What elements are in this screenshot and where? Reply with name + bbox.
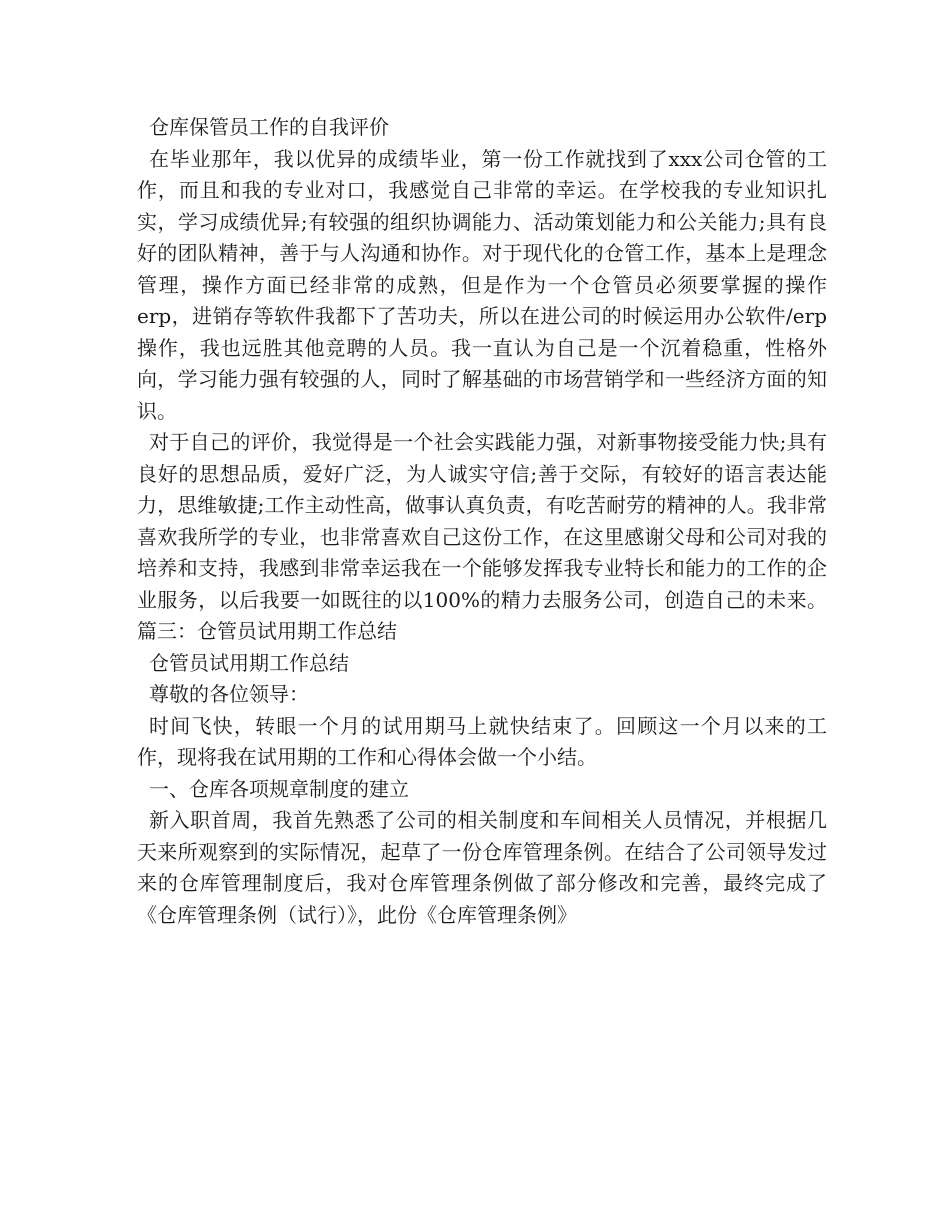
salutation-paragraph: 尊敬的各位领导： (149, 682, 309, 706)
section-heading-paragraph: 一、仓库各项规章制度的建立 (149, 776, 409, 801)
body-paragraph: 对于自己的评价，我觉得是一个社会实践能力强，对新事物接受能力快;具有良好的思想品质，爱好广泛，为人诚实守信;善于交际，有较好的语言表达能力，思维敏捷;工作主动性高，做事认真负责，有吃苦耐劳的精神的人。我非常喜欢我所学的专业，也非常喜欢自己这份工作，在这里感谢父母和公司对我的培养和支持，我感到非常幸运我在一个能够发挥我专业特长和能力的工作的企业服务，以后我要一如既往的以100%的精力去服务公司，创造自己的未来。篇三：仓管员试用期工作总结 (137, 430, 827, 643)
document-body (137, 112, 827, 931)
body-paragraph: 时间飞快，转眼一个月的试用期马上就快结束了。回顾这一个月以来的工作，现将我在试用期的工作和心得体会做一个小结。 (137, 713, 827, 769)
body-paragraph: 在毕业那年，我以优异的成绩毕业，第一份工作就找到了xxx公司仓管的工作，而且和我的专业对口，我感觉自己非常的幸运。在学校我的专业知识扎实，学习成绩优异;有较强的组织协调能力、活动策划能力和公关能力;具有良好的团队精神，善于与人沟通和协作。对于现代化的仓管工作，基本上是理念管理，操作方面已经非常的成熟，但是作为一个仓管员必须要掌握的操作erp，进销存等软件我都下了苦功夫，所以在进公司的时候运用办公软件/erp操作，我也远胜其他竞聘的人员。我一直认为自己是一个沉着稳重，性格外向，学习能力强有较强的人，同时了解基础的市场营销学和一些经济方面的知识。 (137, 146, 827, 423)
doc-title-paragraph: 仓库保管员工作的自我评价 (149, 115, 389, 139)
body-paragraph: 新入职首周，我首先熟悉了公司的相关制度和车间相关人员情况，并根据几天来所观察到的实际情况，起草了一份仓库管理条例。在结合了公司领导发过来的仓库管理制度后，我对仓库管理条例做了部分修改和完善，最终完成了《仓库管理条例（试行）》，此份《仓库管理条例》 (137, 808, 827, 927)
section-title-paragraph: 仓管员试用期工作总结 (149, 650, 349, 675)
